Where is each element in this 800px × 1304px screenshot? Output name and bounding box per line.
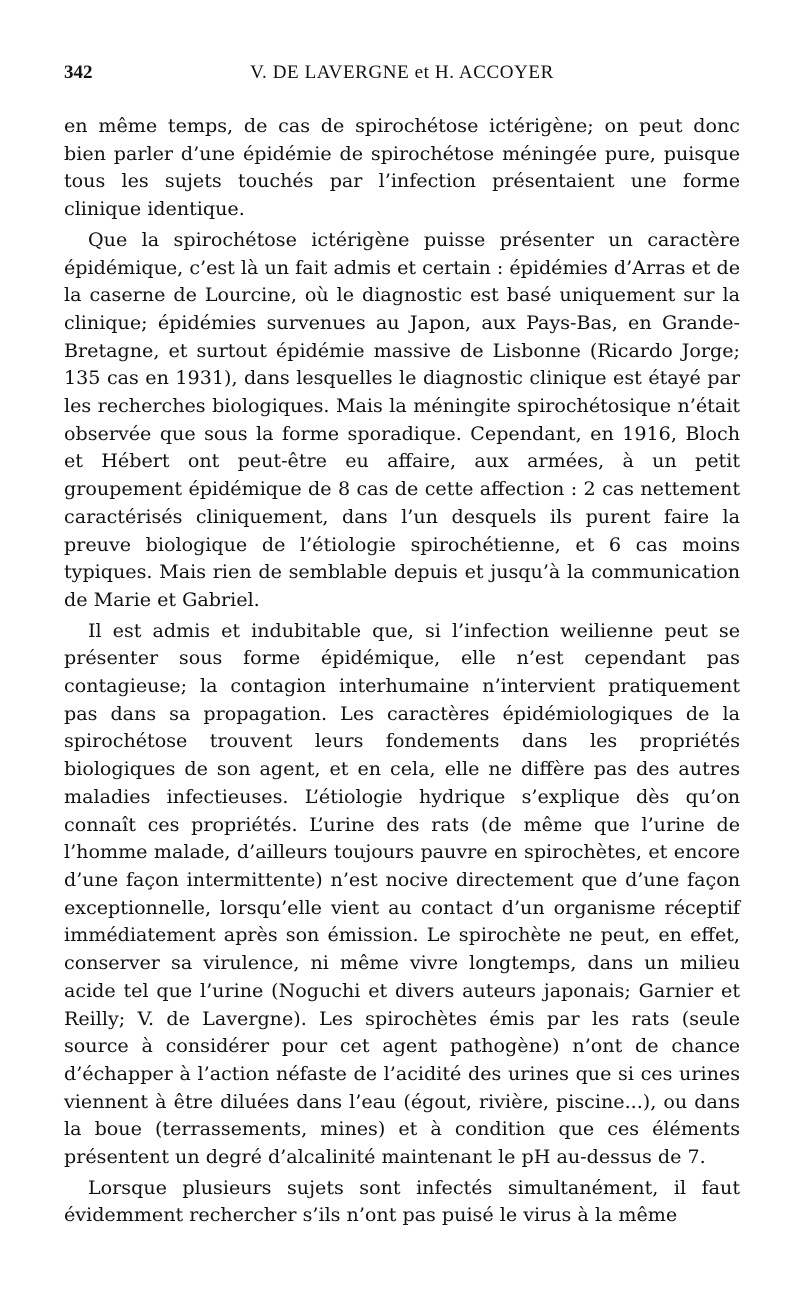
- paragraph-continuation: en même temps, de cas de spirochétose ictérigène; on peut donc bien parler d’une épidémie de spirochétose méningée pure, puisque tous les sujets touchés par l’infection présentaient une forme clinique identique.: [64, 114, 740, 221]
- paragraph-epidemic-character: Que la spirochétose ictérigène puisse présenter un caractère épidémique, c’est là un fait admis et certain : épidémies d’Arras et de la caserne de Lourcine, où le diagnostic est basé uniquement sur la clinique; épidémies survenues au Japon, aux Pays-Bas, en Grande-Bretagne, et surtout épidémie massive de Lisbonne (Ricardo Jorge; 135 cas en 1931), dans lesquelles le diagnostic clinique est étayé par les recherches biologiques. Mais la méningite spirochétosique n’était observée que sous la forme sporadique. Cependant, en 1916, Bloch et Hébert ont peut-être eu affaire, aux armées, à un petit groupement épidémique de 8 cas de cette affection : 2 cas nettement caractérisés cliniquement, dans l’un desquels ils purent faire la preuve biologique de l’étiologie spirochétienne, et 6 cas moins typiques. Mais rien de semblable depuis et jusqu’à la communication de Marie et Gabriel.: [64, 227, 741, 611]
- body-text: [64, 112, 740, 1229]
- running-head: V. DE LAVERGNE et H. ACCOYER: [250, 62, 554, 83]
- page-number: 342: [64, 62, 93, 83]
- paragraph-simultaneous-infection: Lorsque plusieurs sujets sont infectés simultanément, il faut évidemment rechercher s’ils n’ont pas puisé le virus à la même: [64, 1175, 740, 1227]
- journal-page: [64, 58, 740, 1232]
- paragraph-contagion: Il est admis et indubitable que, si l’infection weilienne peut se présenter sous forme épidémique, elle n’est cependant pas contagieuse; la contagion interhumaine n’intervient pratiquement pas dans sa propagation. Les caractères épidémiologiques de la spirochétose trouvent leurs fondements dans les propriétés biologiques de son agent, et en cela, elle ne diffère pas des autres maladies infectieuses. L’étiologie hydrique s’explique dès qu’on connaît ces propriétés. L’urine des rats (de même que l’urine de l’homme malade, d’ailleurs toujours pauvre en spirochètes, et encore d’une façon intermittente) n’est nocive directement que d’une façon exceptionnelle, lorsqu’elle vient au contact d’un organisme réceptif immédiatement après son émission. Le spirochète ne peut, en effet, conserver sa virulence, ni même vivre longtemps, dans un milieu acide tel que l’urine (Noguchi et divers auteurs japonais; Garnier et Reilly; V. de Lavergne). Les spirochètes émis par les rats (seule source à considérer pour cet agent pathogène) n’ont de chance d’échapper à l’action néfaste de l’acidité des urines que si ces urines viennent à être diluées dans l’eau (égout, rivière, piscine...), ou dans la boue (terrassements, mines) et à condition que ces éléments présentent un degré d’alcalinité maintenant le pH au-dessus de 7.: [64, 618, 740, 1169]
- page-header: [64, 58, 740, 98]
